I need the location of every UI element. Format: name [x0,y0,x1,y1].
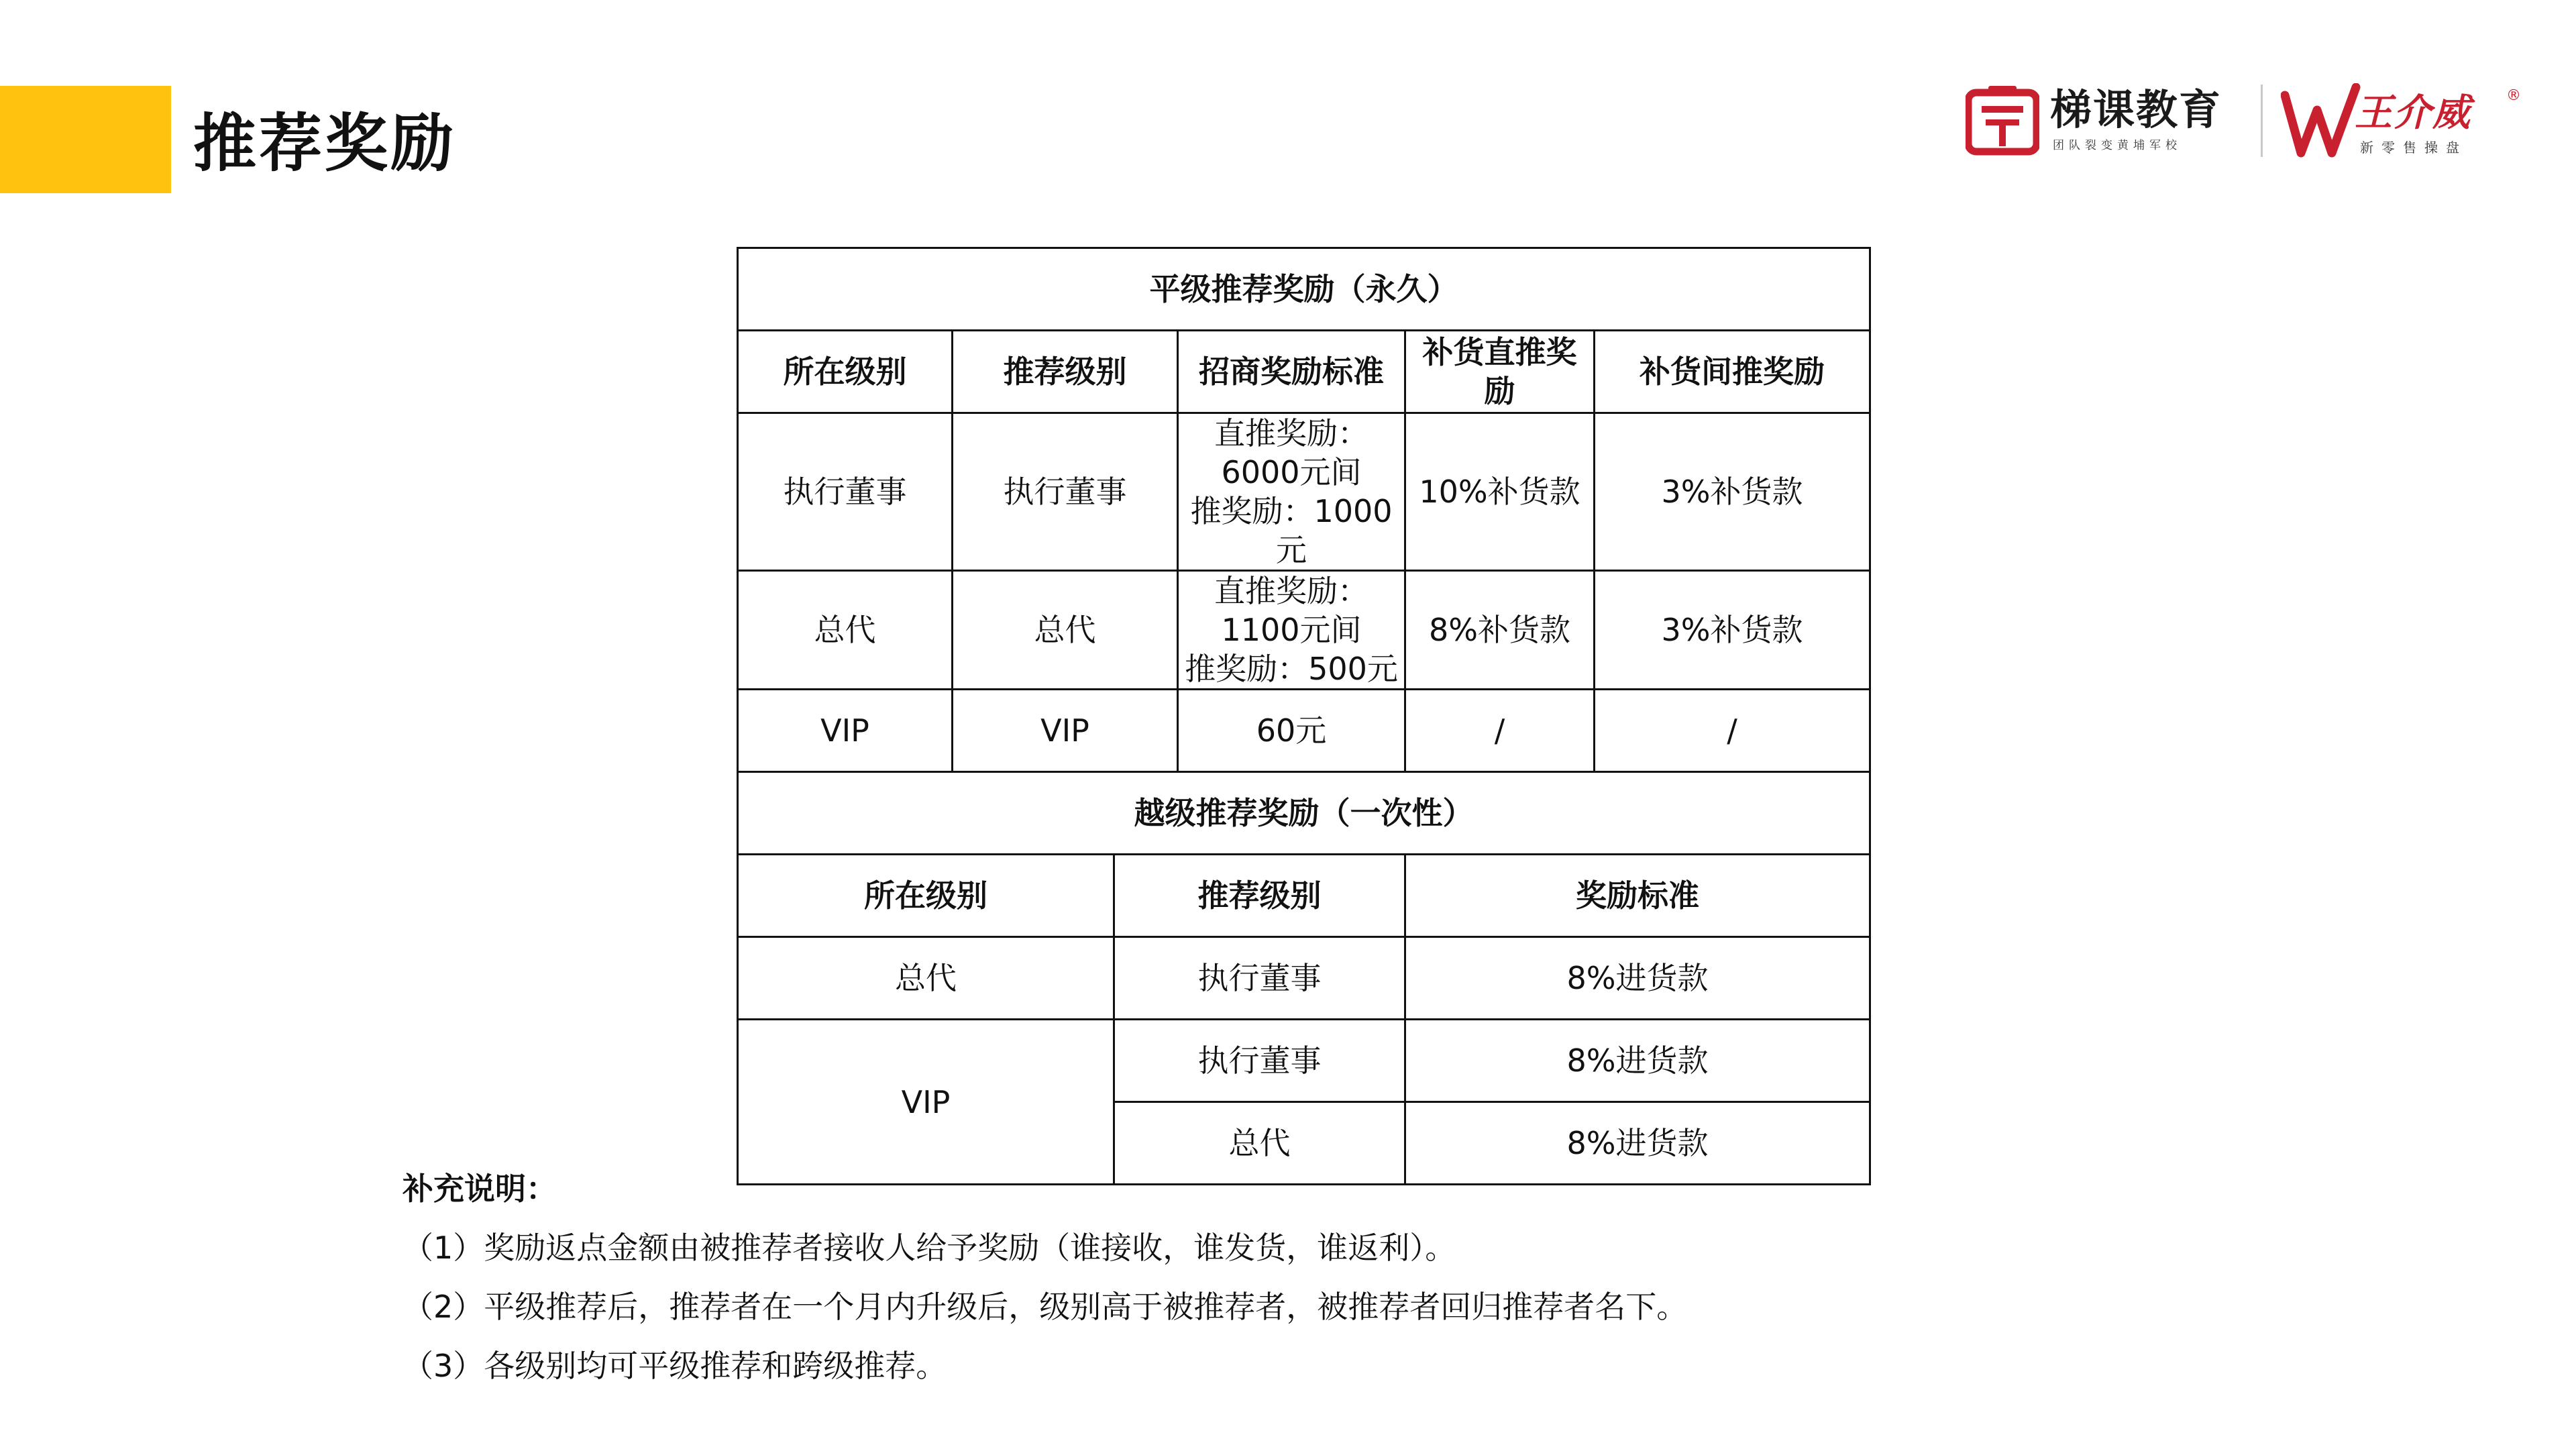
ref-level-cell: 总代 [953,571,1178,690]
indirect-reward-cell: 3%补货款 [1595,571,1870,690]
note-item: （1）奖励返点金额由被推荐者接收人给予奖励（谁接收，谁发货，谁返利）。 [402,1230,1456,1266]
registered-mark: ® [2506,87,2521,104]
table-row [738,937,1870,1020]
section2-title: 越级推荐奖励（一次性） [738,772,1870,855]
col-header-standard: 招商奖励标准 [1178,331,1405,413]
col-header-direct: 补货直推奖励 [1405,331,1595,413]
brand2-subtitle: 新零售操盘 [2360,140,2467,156]
note-item: （3）各级别均可平级推荐和跨级推荐。 [402,1348,947,1384]
standard-cell: 8%进货款 [1405,937,1870,1020]
ref-level-cell: 执行董事 [1114,1020,1405,1102]
level-cell: 总代 [738,937,1114,1020]
notes-heading: 补充说明： [402,1171,557,1207]
col-header-level: 所在级别 [738,855,1114,937]
standard-line: 推奖励：1000元 [1190,493,1393,568]
col-header-ref: 推荐级别 [953,331,1178,413]
table-row [738,571,1870,690]
tike-logo-icon [1966,86,2039,156]
standard-line: 推奖励：500元 [1185,651,1398,687]
ref-level-cell: 总代 [1114,1102,1405,1185]
col-header-indirect: 补货间推奖励 [1595,331,1870,413]
table-row [738,413,1870,571]
col-header-standard: 奖励标准 [1405,855,1870,937]
table-row [738,1020,1870,1102]
wangjiewei-logo-icon [2281,83,2361,158]
direct-reward-cell: 8%补货款 [1405,571,1595,690]
level-cell: VIP [738,690,953,772]
col-header-level: 所在级别 [738,331,953,413]
indirect-reward-cell: / [1595,690,1870,772]
standard-cell: 8%进货款 [1405,1020,1870,1102]
col-header-ref: 推荐级别 [1114,855,1405,937]
standard-cell [1178,571,1405,690]
ref-level-cell: 执行董事 [1114,937,1405,1020]
note-item: （2）平级推荐后，推荐者在一个月内升级后，级别高于被推荐者，被推荐者回归推荐者名下。 [402,1289,1688,1325]
standard-cell [1178,413,1405,571]
title-accent-bar [0,86,171,193]
ref-level-cell: VIP [953,690,1178,772]
standard-cell: 60元 [1178,690,1405,772]
level-cell: VIP [738,1020,1114,1185]
section1-header-row [738,331,1870,413]
reward-table [737,247,1871,1185]
ref-level-cell: 执行董事 [953,413,1178,571]
section1-title-row [738,248,1870,331]
section2-title-row [738,772,1870,855]
section1-title: 平级推荐奖励（永久） [738,248,1870,331]
notes-section [402,1159,1687,1395]
brand2-name: 王介威 [2355,91,2471,135]
level-cell: 执行董事 [738,413,953,571]
section2-header-row [738,855,1870,937]
page-title: 推荐奖励 [193,107,457,180]
brand1-subtitle: 团队裂变黄埔军校 [2053,139,2182,152]
standard-line: 直推奖励：1100元间 [1214,573,1368,648]
direct-reward-cell: 10%补货款 [1405,413,1595,571]
logo-divider [2261,85,2263,157]
logo-area [1966,80,2522,161]
brand1-name: 梯课教育 [2050,85,2222,134]
level-cell: 总代 [738,571,953,690]
standard-cell: 8%进货款 [1405,1102,1870,1185]
table-row [738,690,1870,772]
indirect-reward-cell: 3%补货款 [1595,413,1870,571]
direct-reward-cell: / [1405,690,1595,772]
standard-line: 直推奖励：6000元间 [1214,415,1368,490]
